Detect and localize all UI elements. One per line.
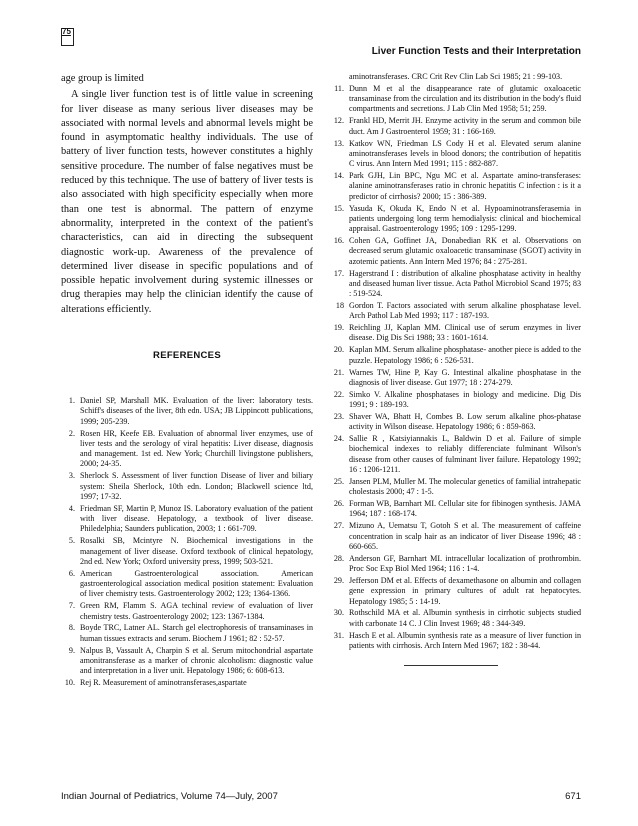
reference-number: 10. [64, 678, 75, 688]
reference-text: American Gastroenterological association. American gastroenterological association medical position statement: Evaluation of liver chemistry tests. Gastroenterology 2002; 123; 1364-1366. [80, 568, 313, 599]
reference-number: 27. [333, 521, 344, 531]
reference-number: 7. [68, 601, 75, 611]
reference-text: Nalpus B, Vassault A, Charpin S et al. Serum mitochondrial aspartate amonitransferase as a marker of chronic alcoholism: diagnostic value and interpretation in a liver unit. Hepatology 1986; 6: 608-613. [80, 645, 313, 676]
reference-number: 16. [333, 236, 344, 246]
reference-item [330, 576, 581, 607]
reference-item [330, 521, 581, 552]
reference-number: 2. [68, 428, 75, 438]
reference-number: 11. [334, 83, 344, 93]
reference-number: 12. [333, 116, 344, 126]
reference-item [61, 504, 313, 535]
reference-list-left [61, 396, 313, 688]
reference-text: Anderson GF, Barnhart MI. intracellular localization of prothrombin. Proc Soc Exp Biol Med 1964; 116 : 1-4. [349, 553, 581, 574]
reference-number: 24. [333, 434, 344, 444]
reference-list-right [330, 84, 581, 651]
reference-text: Mizuno A, Uematsu T, Gotoh S et al. The measurement of caffeine concentration in scalp hair as an indicator of liver Disease 1996; 48 : 660-665. [349, 521, 581, 551]
reference-item [330, 345, 581, 366]
reference-number: 8. [68, 623, 75, 633]
reference-item [330, 204, 581, 235]
page-footer [61, 791, 581, 802]
reference-number: 22. [333, 389, 344, 399]
reference-item [61, 601, 313, 622]
reference-number: 3. [68, 471, 75, 481]
reference-number: 20. [333, 345, 344, 355]
reference-number: 6. [68, 568, 75, 578]
reference-item [330, 412, 581, 433]
reference-text: Rej R. Measurement of aminotransferases,aspartate [80, 678, 247, 688]
running-head: Liver Function Tests and their Interpretation [371, 46, 581, 57]
reference-number: 9. [68, 645, 75, 655]
reference-text: Boyde TRC, Latner AL. Starch gel electrophoresis of transaminases in human tissues extracts and serum. Biochem J 1961; 82 : 52-57. [80, 623, 313, 643]
reference-item [330, 236, 581, 267]
reference-item [61, 678, 313, 688]
reference-text: Yasuda K, Okuda K, Endo N et al. Hypoaminotransferasemia in patients undergoing long term hemodialysis: clinical and biochemical appraisal. Gastroenterology 1995; 109 : 1295-1299. [349, 203, 581, 234]
reference-item [61, 536, 313, 567]
reference-text: Forman WB, Barnhart MI. Cellular site for fibinogen synthesis. JAMA 1964; 187 : 168-174. [349, 499, 581, 519]
end-rule [404, 665, 498, 666]
reference-item [330, 171, 581, 202]
reference-text: Shaver WA, Bhatt H, Combes B. Low serum alkaline phos-phatase activity in Wilson disease. Hepatology 1986; 6 : 859-863. [349, 411, 581, 432]
reference-item [330, 390, 581, 411]
reference-item [330, 269, 581, 300]
page-number-label: 75 [62, 27, 71, 36]
reference-text: Rosen HR, Keefe EB. Evaluation of abnormal liver enzymes, use of liver tests and the serology of viral hepatitis: Liver disease, diagnosis and management. 1st ed. New York; Churchill livingstone publishers, 2000; 24-35. [80, 428, 313, 469]
reference-number: 4. [68, 503, 75, 513]
reference-number: 25. [333, 476, 344, 486]
reference-text: Frankl HD, Merrit JH. Enzyme activity in the serum and common bile duct. Am J Gastroenterol 1959; 31 : 166-169. [349, 116, 581, 136]
reference-text: Park GJH, Lin BPC, Ngu MC et al. Aspartate amino-transferases: alanine aminotransferases ratio in chronic hepatitis C infection : is it a predictor of cirrhosis? 2000; 15 : 386-389. [349, 171, 581, 201]
reference-text: Friedman SF, Martin P, Munoz IS. Laboratory evaluation of the patient with liver disease. Hepatology, a textbook of liver disease. Philedelphia; Saunders publication, 2003; 1 : 661-709. [80, 503, 313, 534]
reference-item [330, 477, 581, 498]
reference-text: Simko V. Alkaline phosphatases in biology and medicine. Dig Dis 1991; 9 : 189-193. [349, 389, 581, 410]
reference-text: Jefferson DM et al. Effects of dexamethasone on albumin and collagen gene expression in primary cultures of adult rat hepatocytes. Hepatology 1985; 5 : 14-19. [349, 575, 581, 606]
reference-text: Rosalki SB, Mcintyre N. Biochemical investigations in the management of liver disease. Oxford textbook of clinical hepatology, 2nd ed. New York; Oxford university press, 1999; 503-521. [80, 536, 313, 566]
reference-item [61, 429, 313, 470]
reference-number: 31. [333, 630, 344, 640]
reference-item [61, 646, 313, 677]
reference-text: Jansen PLM, Muller M. The molecular genetics of familial intrahepatic cholestasis 2000; 47 : 1-5. [349, 476, 581, 497]
reference-text: Katkov WN, Friedman LS Cody H et al. Elevated serum alanine aminotransferases levels in blood donors; the contribution of hepatitis C virus. Ann Intern Med 1991; 115 : 882-887. [349, 138, 581, 169]
reference-item [330, 84, 581, 115]
reference-item [330, 631, 581, 652]
reference-continuation: aminotransferases. CRC Crit Rev Clin Lab Sci 1985; 21 : 99-103. [349, 72, 563, 81]
reference-number: 17. [333, 268, 344, 278]
reference-number: 13. [333, 138, 344, 148]
body-paragraph-1: age group is limited [61, 73, 144, 84]
reference-number: 1. [68, 396, 75, 406]
reference-text: Dunn M et al the disappearance rate of glutamic oxaloacetic transaminase from the circulation and its distribution in the body's fluid compartments and secretions. J Lab Clin Med 1958; 51; 259. [349, 83, 581, 114]
reference-number: 19. [333, 323, 344, 333]
body-paragraph-2: A single liver function test is of little value in screening for liver disease as many serious liver diseases may be associated with normal levels and abnormal levels might be found in asymptomatic healthy individuals. The use of battery of liver function tests, however constitutes a highly sensitive procedure. The number of false negatives must be reduced by this technique. The use of battery of liver tests is also associated with high specificity especially when more than one test is abnormal. The pattern of enzyme abnormality, interpreted in the context of the patient's characteristics, can aid in directing the subsequent diagnostic work-up. Awareness of the prevalence of determined liver disease in specific populations and of possible hepatic involvement during systemic illnesses or drug therapies may help the clinician identify the cause of alterations efficiently. [61, 89, 313, 315]
references-heading: REFERENCES [153, 350, 221, 362]
reference-number: 26. [333, 499, 344, 509]
reference-text: Warnes TW, Hine P, Kay G. Intestinal alkaline phosphatase in the diagnosis of liver disease. Gut 1977; 18 : 274-279. [349, 367, 581, 387]
reference-item [330, 368, 581, 389]
footer-journal: Indian Journal of Pediatrics, Volume 74—July, 2007 [61, 791, 278, 802]
reference-item [61, 396, 313, 427]
reference-item [61, 569, 313, 600]
reference-item [330, 608, 581, 629]
reference-number: 29. [333, 575, 344, 585]
reference-text: Gordon T. Factors associated with serum alkaline phosphatase level. Arch Pathol Lab Med 1993; 117 : 187-193. [349, 300, 581, 321]
reference-item [330, 434, 581, 475]
reference-number: 15. [333, 203, 344, 213]
reference-text: Rothschild MA et al. Albumin synthesis in cirrhotic subjects studied with carbonate 14 C. J Clin Invest 1969; 48 : 344-349. [349, 608, 581, 628]
reference-number: 23. [333, 411, 344, 421]
reference-item [330, 499, 581, 520]
reference-text: Sallie R , Katsiyiannakis L, Baldwin D et al. Failure of simple biochemical indexes to reliably differenciate fulminant Wilson's disease from other causes of fulminant liver failure. Hepatology 1992; 16 : 1206-1211. [349, 434, 581, 474]
reference-item [61, 471, 313, 502]
reference-number: 30. [333, 608, 344, 618]
right-column [330, 72, 581, 666]
reference-item [330, 116, 581, 137]
reference-item [61, 623, 313, 644]
reference-text: Kaplan MM. Serum alkaline phosphatase- another piece is added to the puzzle. Hepatology 1986; 6 : 526-531. [349, 345, 581, 365]
reference-number: 5. [68, 536, 75, 546]
reference-item [330, 323, 581, 344]
reference-item [330, 301, 581, 322]
reference-number: 21. [333, 367, 344, 377]
reference-text: Daniel SP, Marshall MK. Evaluation of the liver: laboratory tests. Schiff's diseases of the liver, 8th edn. USA; JB Lippincott publications, 1999; 205-239. [80, 396, 313, 426]
reference-text: Green RM, Flamm S. AGA techinal review of evaluation of liver chemistry tests. Gastroenterology 2002; 123: 1367-1384. [80, 601, 313, 621]
footer-page-number: 671 [565, 791, 581, 802]
reference-text: Hagerstrand I : distribution of alkaline phosphatase activity in healthy and diseased human liver tissue. Acta Pathol Microbiol Scand 1975; 83 : 519-524. [349, 268, 581, 299]
reference-item [330, 554, 581, 575]
reference-text: Hasch E et al. Albumin synthesis rate as a measure of liver function in patients with cirrhosis. Arch Intern Med 1967; 182 : 38-44. [349, 630, 581, 650]
reference-text: Cohen GA, Goffinet JA, Donabedian RK et al. Observations on decreased serum glutamic oxaloacetic transaminase (SGOT) activity in azotemic patients. Ann Intern Med 1976; 84 : 275-281. [349, 236, 581, 266]
reference-item [330, 139, 581, 170]
reference-text: Sherlock S. Assessment of liver function Disease of liver and biliary system: Sheila Sherlock, 10th edn. London; Blackwell science ltd, 1997; 17-32. [80, 471, 313, 501]
reference-number: 28. [333, 553, 344, 563]
reference-text: Reichling JJ, Kaplan MM. Clinical use of serum enzymes in liver disease. Dig Dis Sci 1988; 33 : 1601-1614. [349, 323, 581, 343]
reference-number: 18 [335, 300, 344, 310]
left-column [61, 72, 313, 690]
reference-number: 14. [333, 171, 344, 181]
